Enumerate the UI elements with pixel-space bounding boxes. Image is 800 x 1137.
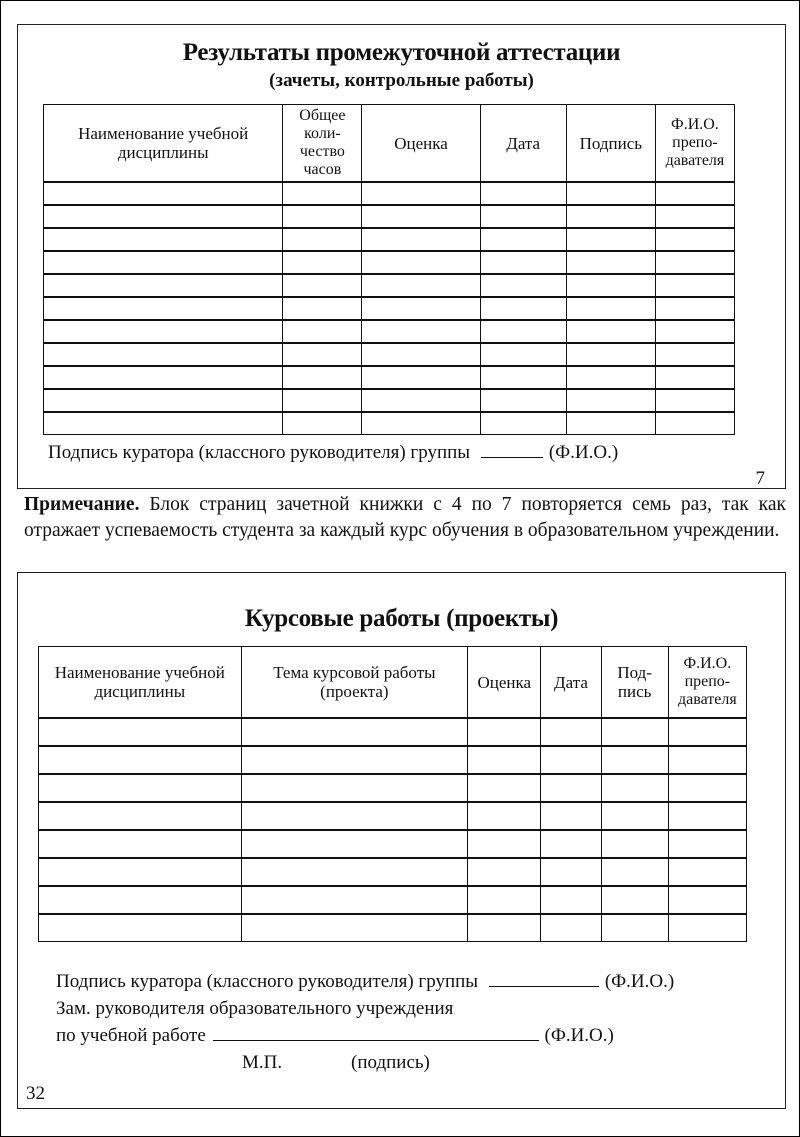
table-row [44,366,735,389]
table-cell[interactable] [480,228,566,251]
table-cell[interactable] [39,774,242,802]
table-cell[interactable] [480,366,566,389]
curator-signature-line [56,971,674,993]
table-cell[interactable] [655,366,734,389]
column-header: Тема курсовой работы (проекта) [241,647,468,719]
table-cell[interactable] [668,802,746,830]
column-header: Под-пись [601,647,668,719]
table-cell[interactable] [601,718,668,746]
table-cell[interactable] [480,205,566,228]
table-cell[interactable] [480,389,566,412]
table-row [39,774,747,802]
table-cell[interactable] [283,412,362,435]
table-cell[interactable] [668,886,746,914]
table-cell[interactable] [468,858,541,886]
table-cell[interactable] [362,297,480,320]
table-cell[interactable] [655,228,734,251]
table-cell[interactable] [468,774,541,802]
curator-signature-label: Подпись куратора (классного руководителя) группы [56,971,479,992]
table-cell[interactable] [566,389,655,412]
note-paragraph [24,492,786,544]
table-cell[interactable] [283,274,362,297]
table-cell[interactable] [601,914,668,942]
table-cell[interactable] [601,746,668,774]
table-cell[interactable] [480,251,566,274]
table-cell[interactable] [668,830,746,858]
table-cell[interactable] [44,228,283,251]
table-cell[interactable] [668,774,746,802]
table-cell[interactable] [601,774,668,802]
note-label: Примечание. [24,494,140,515]
table-row [39,914,747,942]
table-cell[interactable] [601,858,668,886]
table-row [39,746,747,774]
table-cell[interactable] [44,297,283,320]
table-cell[interactable] [241,774,468,802]
curator-signature-blank[interactable] [481,456,543,458]
page-subtitle: (зачеты, контрольные работы) [269,70,534,91]
table-cell[interactable] [541,914,601,942]
table-cell[interactable] [668,746,746,774]
table-cell[interactable] [566,182,655,205]
table-header-row [39,647,747,719]
curator-signature-line [48,442,618,464]
table-cell[interactable] [241,858,468,886]
table-row [44,297,735,320]
table-cell[interactable] [44,274,283,297]
page-number: 32 [26,1083,45,1104]
table-cell[interactable] [468,746,541,774]
table-cell[interactable] [566,297,655,320]
deputy-signature-line [56,1025,614,1047]
table-cell[interactable] [39,914,242,942]
curator-signature-blank[interactable] [489,985,599,987]
table-cell[interactable] [655,182,734,205]
coursework-table [38,646,747,942]
curator-fio-label: (Ф.И.О.) [604,971,675,992]
table-cell[interactable] [241,802,468,830]
table-cell[interactable] [362,182,480,205]
table-cell[interactable] [39,746,242,774]
curator-signature-label: Подпись куратора (классного руководителя) группы [48,442,471,463]
table-cell[interactable] [566,228,655,251]
table-cell[interactable] [480,343,566,366]
table-cell[interactable] [541,886,601,914]
page-title: Курсовые работы (проекты) [244,605,559,632]
table-cell[interactable] [541,858,601,886]
table-cell[interactable] [39,802,242,830]
table-cell[interactable] [541,718,601,746]
table-cell[interactable] [362,205,480,228]
table-cell[interactable] [44,343,283,366]
table-cell[interactable] [468,718,541,746]
table-row [39,830,747,858]
table-cell[interactable] [566,366,655,389]
table-row [44,251,735,274]
attestation-table [43,104,735,435]
table-cell[interactable] [283,205,362,228]
deputy-fio-label: (Ф.И.О.) [544,1025,614,1046]
column-header: Дата [541,647,601,719]
table-cell[interactable] [241,746,468,774]
table-cell[interactable] [283,228,362,251]
deputy-title-line: Зам. руководителя образовательного учреждения [56,998,454,1019]
table-cell[interactable] [601,886,668,914]
table-cell[interactable] [362,320,480,343]
page-title: Результаты промежуточной аттестации [182,39,621,66]
column-header: Ф.И.О. препо-давателя [668,647,746,719]
table-row [44,389,735,412]
table-cell[interactable] [655,205,734,228]
table-cell[interactable] [655,343,734,366]
signature-caption: (подпись) [351,1052,430,1073]
page-32-panel [17,572,786,1109]
table-row [39,718,747,746]
table-cell[interactable] [39,886,242,914]
table-cell[interactable] [44,182,283,205]
table-cell[interactable] [655,251,734,274]
table-cell[interactable] [601,830,668,858]
table-cell[interactable] [362,343,480,366]
table-cell[interactable] [468,886,541,914]
table-cell[interactable] [566,320,655,343]
table-row [39,886,747,914]
table-cell[interactable] [44,320,283,343]
table-cell[interactable] [655,297,734,320]
table-row [44,228,735,251]
table-cell[interactable] [44,412,283,435]
table-cell[interactable] [480,412,566,435]
table-cell[interactable] [468,830,541,858]
table-cell[interactable] [566,251,655,274]
table-cell[interactable] [541,830,601,858]
table-cell[interactable] [541,746,601,774]
table-cell[interactable] [283,251,362,274]
table-cell[interactable] [566,412,655,435]
table-cell[interactable] [44,389,283,412]
table-cell[interactable] [468,802,541,830]
table-row [44,412,735,435]
table-cell[interactable] [39,830,242,858]
column-header: Общее коли-чество часов [283,105,362,183]
column-header: Наименование учебной дисциплины [44,105,283,183]
table-cell[interactable] [44,205,283,228]
table-cell[interactable] [668,914,746,942]
table-row [44,205,735,228]
table-cell[interactable] [362,251,480,274]
column-header: Наименование учебной дисциплины [39,647,242,719]
table-row [44,343,735,366]
table-cell[interactable] [362,366,480,389]
table-cell[interactable] [362,228,480,251]
table-cell[interactable] [283,320,362,343]
table-cell[interactable] [566,343,655,366]
page-7-panel [17,24,786,489]
curator-fio-label: (Ф.И.О.) [548,442,619,463]
column-header: Подпись [566,105,655,183]
table-cell[interactable] [668,718,746,746]
table-cell[interactable] [541,774,601,802]
table-cell[interactable] [655,412,734,435]
table-cell[interactable] [480,274,566,297]
table-row [44,274,735,297]
table-row [44,320,735,343]
table-cell[interactable] [566,205,655,228]
table-cell[interactable] [241,718,468,746]
table-cell[interactable] [541,802,601,830]
table-cell[interactable] [44,366,283,389]
table-cell[interactable] [362,389,480,412]
table-cell[interactable] [283,366,362,389]
note-text: Блок страниц зачетной книжки с 4 по 7 повторяется семь раз, так как отражает успеваемость студента за каждый курс обучения в образовательном учреждении. [24,494,786,541]
table-cell[interactable] [44,251,283,274]
table-cell[interactable] [468,914,541,942]
table-cell[interactable] [601,802,668,830]
table-cell[interactable] [241,914,468,942]
table-cell[interactable] [39,718,242,746]
table-cell[interactable] [655,389,734,412]
table-header-row [44,105,735,183]
table-row [39,802,747,830]
table-row [39,858,747,886]
deputy-signature-blank[interactable] [213,1039,539,1041]
table-cell[interactable] [362,412,480,435]
column-header: Оценка [468,647,541,719]
deputy-role-label: по учебной работе [56,1025,206,1046]
table-cell[interactable] [241,830,468,858]
table-cell[interactable] [283,389,362,412]
table-cell[interactable] [283,297,362,320]
table-cell[interactable] [480,297,566,320]
table-cell[interactable] [241,886,468,914]
table-cell[interactable] [655,274,734,297]
column-header: Ф.И.О. препо-давателя [655,105,734,183]
table-cell[interactable] [362,274,480,297]
page-number: 7 [755,468,765,489]
table-cell[interactable] [566,274,655,297]
column-header: Дата [480,105,566,183]
table-cell[interactable] [655,320,734,343]
stamp-label: М.П. [242,1052,283,1073]
table-cell[interactable] [668,858,746,886]
table-cell[interactable] [480,320,566,343]
table-cell[interactable] [283,343,362,366]
table-cell[interactable] [283,182,362,205]
table-cell[interactable] [39,858,242,886]
table-cell[interactable] [480,182,566,205]
column-header: Оценка [362,105,480,183]
table-row [44,182,735,205]
